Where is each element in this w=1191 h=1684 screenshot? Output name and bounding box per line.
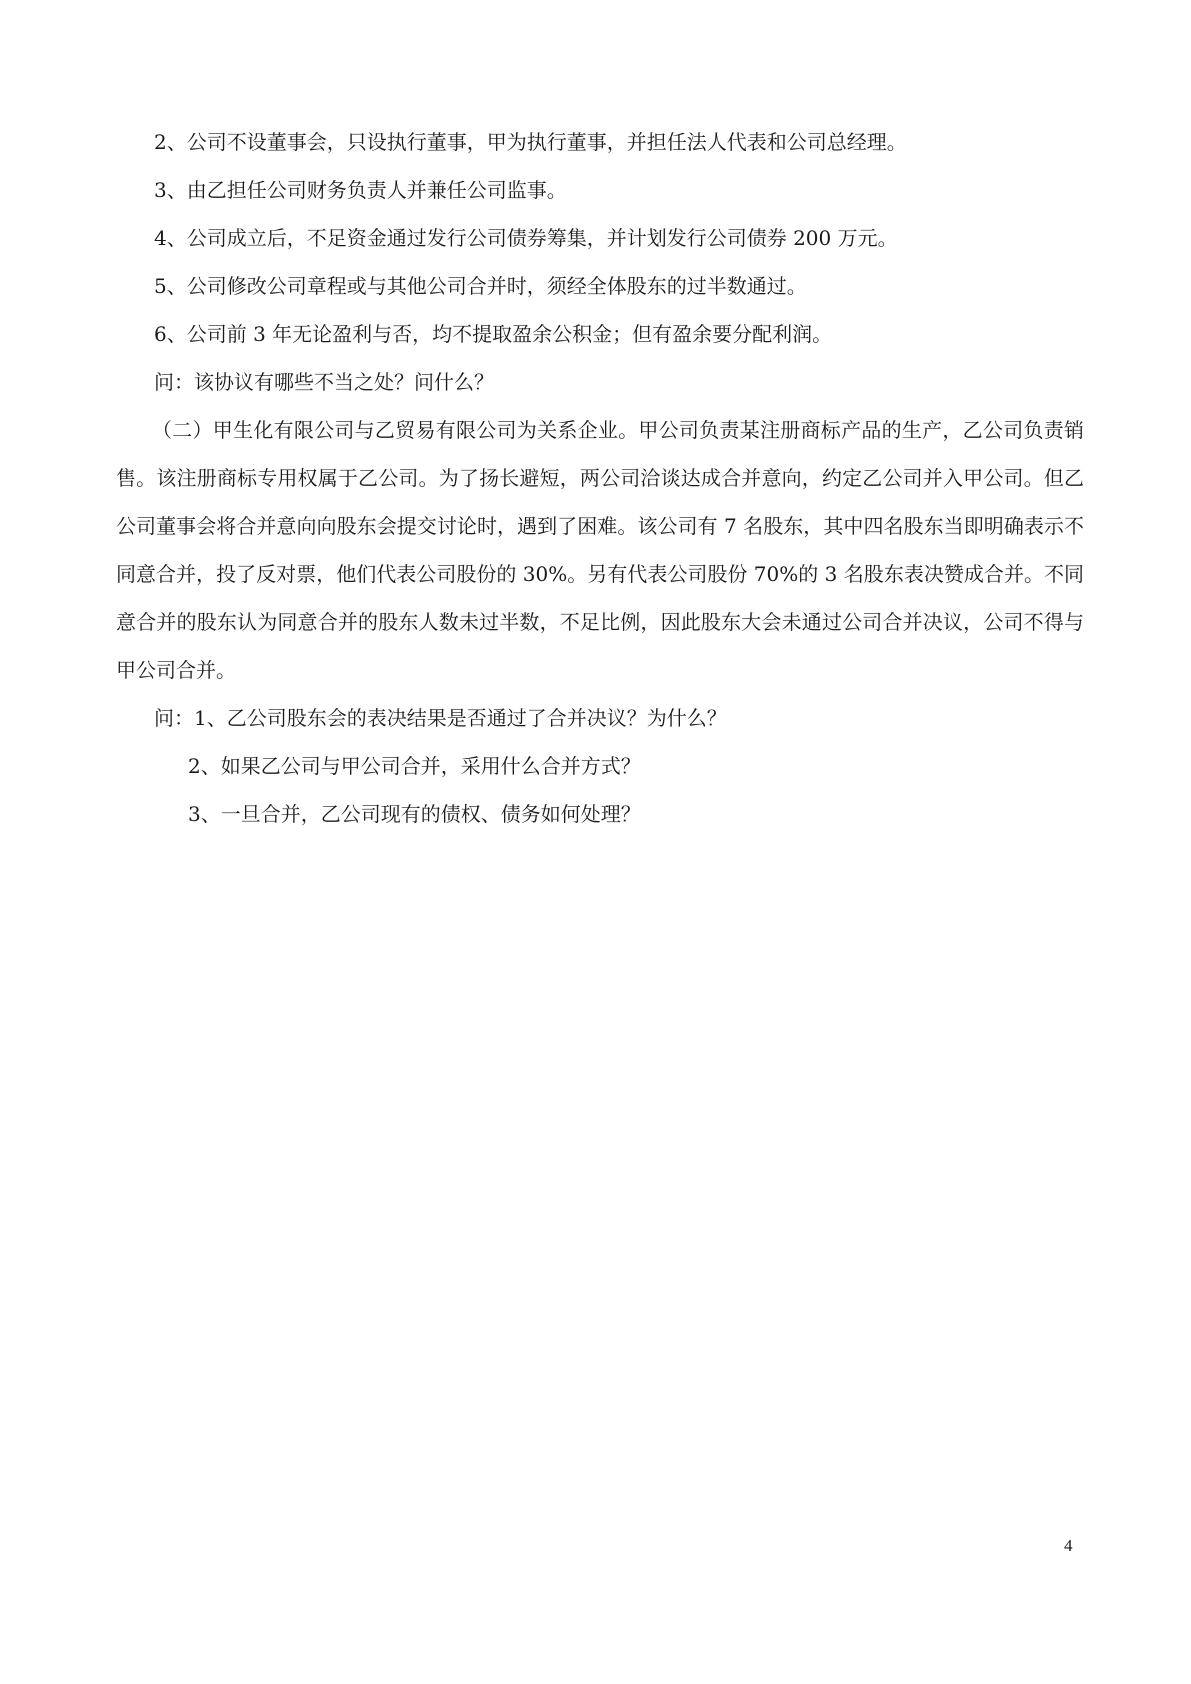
question-2-2: 2、如果乙公司与甲公司合并，采用什么合并方式？ <box>188 754 641 778</box>
document-body <box>116 118 1084 838</box>
list-item: 6、公司前 3 年无论盈利与否，均不提取盈余公积金；但有盈余要分配利润。 <box>154 322 833 346</box>
page-number: 4 <box>1064 1536 1073 1555</box>
list-item: 5、公司修改公司章程或与其他公司合并时，须经全体股东的过半数通过。 <box>154 274 807 298</box>
list-item: 3、由乙担任公司财务负责人并兼任公司监事。 <box>154 178 567 202</box>
list-item: 2、公司不设董事会，只设执行董事，甲为执行董事，并担任法人代表和公司总经理。 <box>154 130 907 154</box>
case-2-paragraph: （二）甲生化有限公司与乙贸易有限公司为关系企业。甲公司负责某注册商标产品的生产，乙公司负责销售。该注册商标专用权属于乙公司。为了扬长避短，两公司洽谈达成合并意向，约定乙公司并入甲公司。但乙公司董事会将合并意向向股东会提交讨论时，遇到了困难。该公司有 7 名股东，其中四名股东当即明确表示不同意合并，投了反对票，他们代表公司股份的 30%。另有代表公司股份 70%的 3 名股东表决赞成合并。不同意合并的股东认为同意合并的股东人数未过半数，不足比例，因此股东大会未通过公司合并决议，公司不得与甲公司合并。 <box>116 418 1084 682</box>
question-1: 问：该协议有哪些不当之处？问什么？ <box>154 370 494 394</box>
list-item: 4、公司成立后，不足资金通过发行公司债券筹集，并计划发行公司债券 200 万元。 <box>154 226 898 250</box>
question-2-1: 问：1、乙公司股东会的表决结果是否通过了合并决议？为什么？ <box>154 706 727 730</box>
question-2-3: 3、一旦合并，乙公司现有的债权、债务如何处理？ <box>188 802 641 826</box>
